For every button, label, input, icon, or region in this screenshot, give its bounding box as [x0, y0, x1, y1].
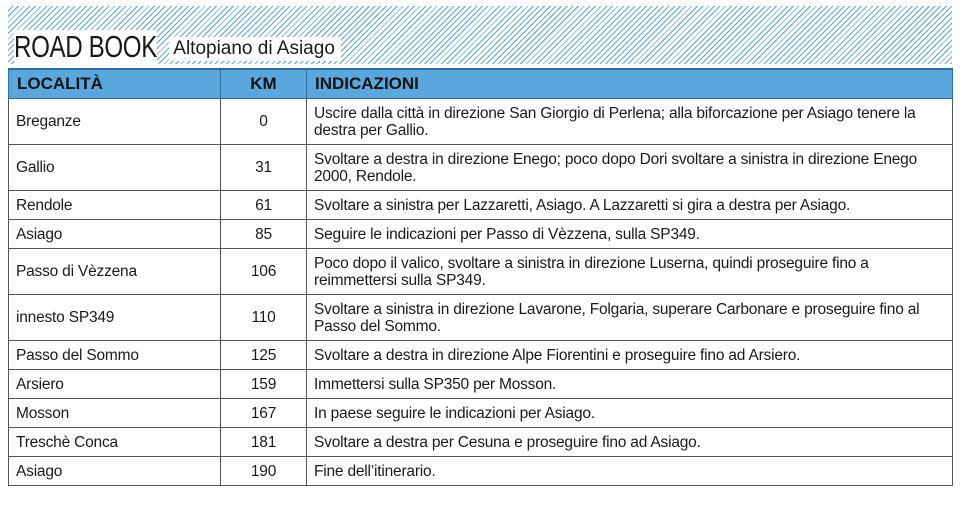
- cell-localita: Asiago: [9, 457, 221, 486]
- cell-localita: Passo di Vèzzena: [9, 249, 221, 295]
- table-row: [9, 99, 953, 145]
- page-title: ROAD BOOK: [14, 29, 157, 64]
- cell-km: 159: [221, 370, 307, 399]
- title-bar: [8, 12, 952, 64]
- cell-indicazioni: Svoltare a sinistra in direzione Lavarone, Folgaria, superare Carbonare e proseguire fino al Passo del Sommo.: [307, 295, 953, 341]
- cell-indicazioni: Fine dell’itinerario.: [307, 457, 953, 486]
- table-row: [9, 399, 953, 428]
- cell-km: 85: [221, 220, 307, 249]
- cell-localita: Treschè Conca: [9, 428, 221, 457]
- cell-localita: Breganze: [9, 99, 221, 145]
- column-header-localita: LOCALITÀ: [9, 69, 221, 99]
- cell-km: 106: [221, 249, 307, 295]
- cell-km: 31: [221, 145, 307, 191]
- cell-km: 0: [221, 99, 307, 145]
- column-header-km: KM: [221, 69, 307, 99]
- cell-km: 181: [221, 428, 307, 457]
- cell-km: 110: [221, 295, 307, 341]
- table-row: [9, 341, 953, 370]
- table-header-row: [9, 69, 953, 99]
- cell-indicazioni: Seguire le indicazioni per Passo di Vèzzena, sulla SP349.: [307, 220, 953, 249]
- table-row: [9, 295, 953, 341]
- table-row: [9, 249, 953, 295]
- table-row: [9, 457, 953, 486]
- cell-localita: Mosson: [9, 399, 221, 428]
- column-header-indicazioni: INDICAZIONI: [307, 69, 953, 99]
- cell-indicazioni: Immettersi sulla SP350 per Mosson.: [307, 370, 953, 399]
- cell-km: 125: [221, 341, 307, 370]
- cell-km: 190: [221, 457, 307, 486]
- cell-localita: Passo del Sommo: [9, 341, 221, 370]
- table-row: [9, 145, 953, 191]
- cell-indicazioni: In paese seguire le indicazioni per Asiago.: [307, 399, 953, 428]
- cell-km: 167: [221, 399, 307, 428]
- table-row: [9, 191, 953, 220]
- table-row: [9, 220, 953, 249]
- cell-indicazioni: Svoltare a destra in direzione Alpe Fiorentini e proseguire fino ad Arsiero.: [307, 341, 953, 370]
- cell-localita: Arsiero: [9, 370, 221, 399]
- cell-indicazioni: Poco dopo il valico, svoltare a sinistra in direzione Luserna, quindi proseguire fino a reimmettersi sulla SP349.: [307, 249, 953, 295]
- cell-localita: Rendole: [9, 191, 221, 220]
- cell-km: 61: [221, 191, 307, 220]
- cell-indicazioni: Svoltare a destra per Cesuna e proseguire fino ad Asiago.: [307, 428, 953, 457]
- page-subtitle: Altopiano di Asiago: [169, 37, 341, 61]
- cell-localita: Gallio: [9, 145, 221, 191]
- table-row: [9, 428, 953, 457]
- cell-indicazioni: Svoltare a sinistra per Lazzaretti, Asiago. A Lazzaretti si gira a destra per Asiago.: [307, 191, 953, 220]
- cell-localita: innesto SP349: [9, 295, 221, 341]
- cell-indicazioni: Uscire dalla città in direzione San Giorgio di Perlena; alla biforcazione per Asiago tenere la destra per Gallio.: [307, 99, 953, 145]
- cell-localita: Asiago: [9, 220, 221, 249]
- cell-indicazioni: Svoltare a destra in direzione Enego; poco dopo Dori svoltare a sinistra in direzione Enego 2000, Rendole.: [307, 145, 953, 191]
- road-book-table: [8, 68, 953, 486]
- table-row: [9, 370, 953, 399]
